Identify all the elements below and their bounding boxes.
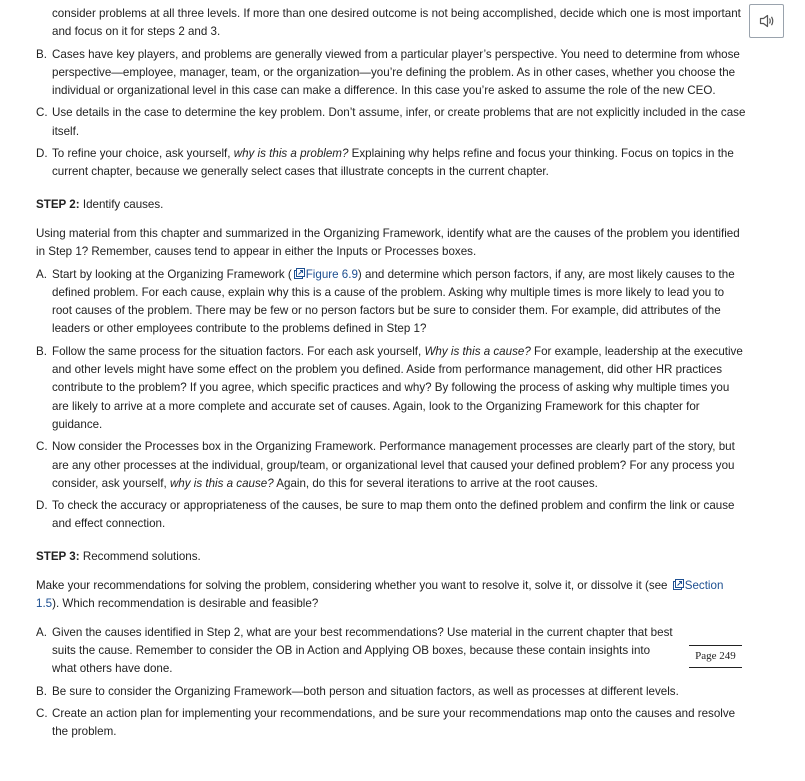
step2-item-a bbox=[36, 266, 746, 339]
page-number-marker: Page 249 bbox=[689, 645, 742, 668]
step2-item-d bbox=[36, 497, 746, 534]
item-text: ) and determine which person factors, if any, are most likely causes to the defined problem. For each cause, explain why this is a cause of the problem. Asking why multiple times is more likely to lead you to root causes of the problem. There may be few or no person factors but be sure to consider them. For example, did attributes of the leaders or other employees contribute to the problems defined in Step 1? bbox=[52, 267, 735, 336]
read-aloud-button[interactable] bbox=[749, 4, 784, 38]
step2-item-b bbox=[36, 343, 746, 434]
step2-item-c bbox=[36, 438, 746, 493]
item-text: Explaining why helps refine and focus your thinking. Focus on topics in the current chapter, because we generally select cases that illustrate concepts in the current chapter. bbox=[52, 147, 734, 179]
item-text: Follow the same process for the situation factors. For each ask yourself, bbox=[52, 344, 425, 358]
item-text: Create an action plan for implementing your recommendations, and be sure your recommendations map onto the causes and resolve the problem. bbox=[52, 706, 736, 739]
item-text: Again, do this for several iterations to arrive at the root causes. bbox=[273, 476, 598, 490]
item-letter: C. bbox=[36, 106, 48, 120]
item-text: Use details in the case to determine the key problem. Don’t assume, infer, or create problems that are not explicitly included in the case itself. bbox=[52, 106, 746, 138]
item-text: Now consider the Processes box in the Organizing Framework. Performance management processes are clearly part of the story, but are any other processes at the individual, group/team, or organizational level that caused your defined problem? For any process you consider, ask yourself, bbox=[52, 440, 735, 490]
item-letter: C. bbox=[36, 706, 48, 720]
item-text: For example, leadership at the executive and other levels might have some effect on the problem you defined. Aside from performance management, did other HR practices contribute to the problem? If you agree, which specific practices and why? By following the process of asking why multiple times you are likely to arrive at a more complete and accurate set of causes. Again, look to the Organizing Framework for this chapter for guidance. bbox=[52, 344, 743, 431]
item-italic: Why is this a cause? bbox=[424, 344, 531, 358]
figure-6-9-link[interactable]: Figure 6.9 bbox=[305, 267, 358, 281]
item-letter: A. bbox=[36, 625, 47, 639]
item-text: consider problems at all three levels. If more than one desired outcome is not being accomplished, decide which one is most important and focus on it for steps 2 and 3. bbox=[52, 7, 741, 39]
step1-item-a-continued bbox=[36, 5, 746, 42]
step3-intro bbox=[36, 577, 746, 614]
step-title: Identify causes. bbox=[82, 197, 164, 211]
para-text: Make your recommendations for solving the problem, considering whether you want to resolve it, solve it, or dissolve it (see bbox=[36, 579, 671, 593]
step2-intro: Using material from this chapter and summarized in the Organizing Framework, identify what are the causes of the problem you identified in Step 1? Remember, causes tend to appear in either the Inputs or Processes boxes. bbox=[36, 226, 740, 259]
item-text: Given the causes identified in Step 2, what are your best recommendations? Use material in the current chapter that best suits the cause. Remember to consider the OB in Action and Applying OB boxes, because these contain insights into what others have done. bbox=[52, 625, 673, 676]
item-text: Cases have key players, and problems are generally viewed from a particular player’s perspective. You need to determine from whose perspective—employee, manager, team, or the organization—you’re defining the problem. As in other cases, whether you choose the individual or organizational level in this case can make a difference. In this case you’re asked to assume the role of the new CEO. bbox=[52, 47, 740, 98]
step3-item-a bbox=[36, 624, 746, 679]
step3-heading bbox=[36, 548, 746, 566]
item-letter: D. bbox=[36, 499, 48, 513]
item-text: To refine your choice, ask yourself, bbox=[52, 147, 234, 161]
item-text: To check the accuracy or appropriateness of the causes, be sure to map them onto the defined problem and confirm the link or cause and effect connection. bbox=[52, 499, 735, 531]
item-letter: D. bbox=[36, 147, 48, 161]
item-letter: B. bbox=[36, 684, 47, 698]
step1-item-c bbox=[36, 104, 746, 141]
item-italic: why is this a cause? bbox=[169, 476, 274, 490]
speaker-icon bbox=[759, 14, 775, 28]
item-italic: why is this a problem? bbox=[233, 147, 349, 161]
external-link-icon bbox=[673, 579, 684, 590]
step-title: Recommend solutions. bbox=[82, 549, 201, 563]
step3-item-c bbox=[36, 705, 746, 742]
step3-item-b bbox=[36, 683, 746, 701]
step2-heading bbox=[36, 196, 746, 214]
step-label: STEP 2: bbox=[36, 197, 80, 211]
step1-item-d bbox=[36, 145, 746, 182]
item-letter: A. bbox=[36, 267, 47, 281]
para-text: ). Which recommendation is desirable and feasible? bbox=[52, 597, 319, 611]
case-instructions bbox=[36, 5, 746, 745]
external-link-icon bbox=[294, 268, 305, 279]
step1-item-b bbox=[36, 46, 746, 101]
section-1-5-link[interactable]: Section 1.5 bbox=[36, 579, 724, 611]
item-letter: B. bbox=[36, 47, 47, 61]
item-letter: C. bbox=[36, 440, 48, 454]
item-letter: B. bbox=[36, 344, 47, 358]
step-label: STEP 3: bbox=[36, 549, 80, 563]
item-text: Start by looking at the Organizing Framework ( bbox=[52, 267, 292, 281]
item-text: Be sure to consider the Organizing Framework—both person and situation factors, as well as processes at different levels. bbox=[52, 684, 679, 698]
